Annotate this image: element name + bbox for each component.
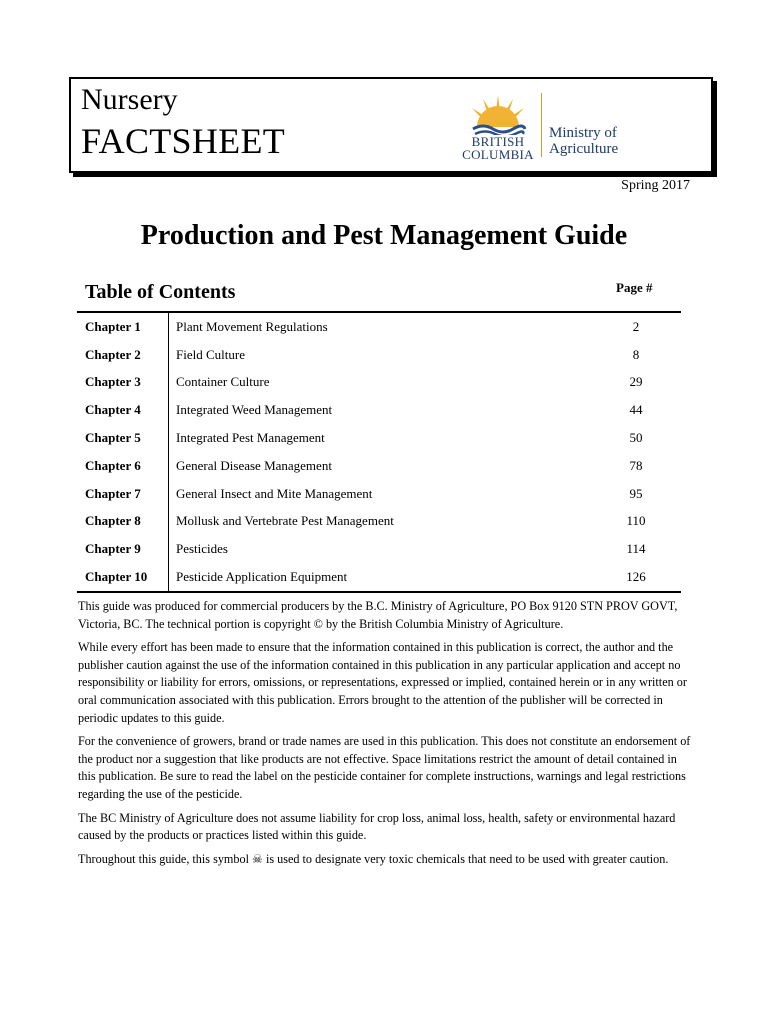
page-title: Production and Pest Management Guide [140,220,628,251]
toc-chapter-title: Pesticides [176,541,228,557]
toc-page-number: 110 [626,513,646,529]
bc-sun-icon [453,89,543,135]
body-paragraph: The BC Ministry of Agriculture does not assume liability for crop loss, animal loss, health, safety or environmental hazard caused by the products or practices listed within this guide. [78,810,676,843]
toc-chapter: Chapter 9 [77,535,169,563]
toc-page-number: 114 [626,541,646,557]
toc-page-number: 2 [632,318,640,334]
toc-chapter-title: Container Culture [176,374,270,390]
toc-chapter-title: Integrated Weed Management [176,402,333,418]
logo-divider [541,93,542,157]
toc-chapter-title: Integrated Pest Management [176,430,325,446]
toc-row[interactable] [77,535,681,563]
toc-chapter-title: Field Culture [176,346,245,362]
logo-british-columbia: BRITISH COLUMBIA [462,134,534,162]
toc-page-number: 95 [629,485,643,501]
toc-page-number: 126 [626,569,646,585]
publication-date: Spring 2017 [621,178,690,193]
toc-chapter-title: Pesticide Application Equipment [176,569,348,585]
toc-chapter: Chapter 5 [77,424,169,452]
toc-row[interactable] [77,369,681,397]
factsheet-header [69,77,713,173]
toc-chapter-title: Mollusk and Vertebrate Pest Management [176,513,394,529]
toc-chapter-title: General Insect and Mite Management [176,485,373,501]
toc-row[interactable] [77,424,681,452]
toc-chapter: Chapter 4 [77,396,169,424]
factsheet-label: FACTSHEET [81,121,286,161]
logo-ministry-line2: Agriculture [549,141,619,157]
logo-ministry-line1: Ministry of [549,125,617,141]
disclaimer-text [78,598,693,874]
toc-page-number: 29 [629,374,643,390]
toc-page-number: 8 [632,346,640,362]
toc-chapter-title: General Disease Management [176,457,332,473]
toc-chapter: Chapter 1 [77,313,169,341]
factsheet-series: Nursery [81,83,178,116]
toc-row[interactable] [77,396,681,424]
bc-ministry-logo [453,89,633,161]
toc-row[interactable] [77,313,681,341]
body-paragraph: This guide was produced for commercial producers by the B.C. Ministry of Agriculture, PO Box 9120 STN PROV GOVT, Victoria, BC. The technical portion is copyright © by the British Columbia Ministry of Agriculture. [78,599,678,631]
toc-chapter-title: Plant Movement Regulations [176,318,328,334]
toc-row[interactable] [77,480,681,508]
toc-page-number: 44 [629,402,643,418]
logo-ministry [549,125,618,157]
toc-row[interactable] [77,563,681,591]
toc-chapter: Chapter 3 [77,369,169,397]
body-paragraph: For the convenience of growers, brand or trade names are used in this publication. This does not constitute an endorsement of the product nor a suggestion that like products are not effective. Space limitations restrict the amount of detail contained in this publication. Be sure to read the label on the pesticide container for complete instructions, warnings and legal restrictions regarding the use of the pesticide. [78,734,691,801]
toc-row[interactable] [77,508,681,536]
body-paragraph: Throughout this guide, this symbol ☠ is used to designate very toxic chemicals that need to be used with greater caution. [78,851,669,866]
toc-chapter: Chapter 8 [77,508,169,536]
toc-table [77,311,681,593]
toc-chapter: Chapter 2 [77,341,169,369]
toc-chapter: Chapter 7 [77,480,169,508]
toc-page-number: 50 [629,430,643,446]
toc-page-header: Page # [616,280,653,295]
toc-row[interactable] [77,452,681,480]
toc-heading: Table of Contents [85,281,236,303]
toc-chapter: Chapter 6 [77,452,169,480]
body-paragraph: While every effort has been made to ensure that the information contained in this publication is correct, the author and the publisher caution against the use of the information contained in this publication in any particular application and accept no responsibility or liability for errors, omissions, or representations, expressed or implied, contained herein or in any written or oral communication associated with this publication. Errors brought to the attention of the publisher will be corrected in periodic updates to this guide. [78,640,687,725]
toc-row[interactable] [77,341,681,369]
toc-chapter: Chapter 10 [77,563,169,591]
toc-page-number: 78 [629,457,643,473]
